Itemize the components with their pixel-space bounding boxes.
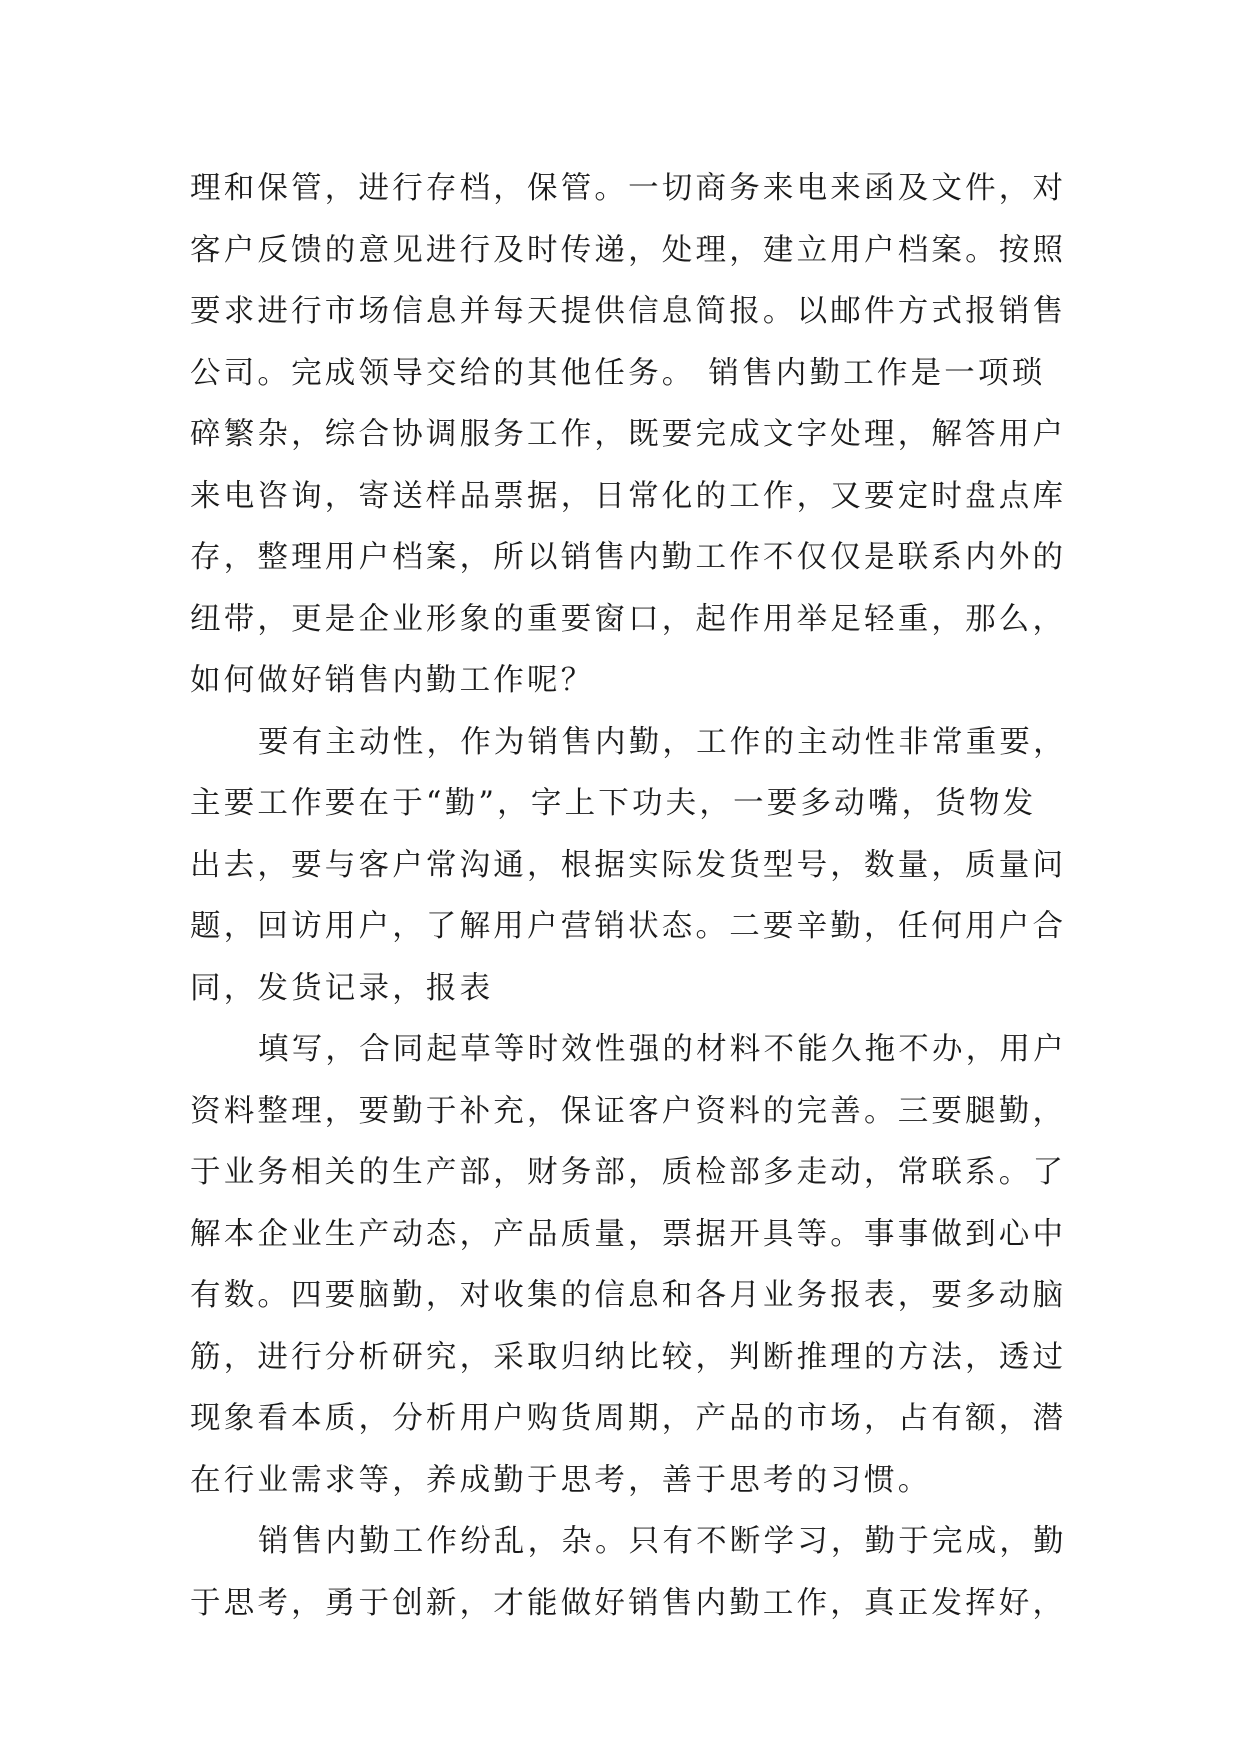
text-line: 公司。完成领导交给的其他任务。 销售内勤工作是一项琐 xyxy=(190,355,1046,391)
text-line: 现象看本质，分析用户购货周期，产品的市场，占有额，潜 xyxy=(190,1401,1067,1436)
text-line: 存，整理用户档案，所以销售内勤工作不仅仅是联系内外的 xyxy=(190,540,1067,575)
text-line: 填写，合同起草等时效性强的材料不能久拖不办，用户 xyxy=(258,1032,1067,1067)
text-line: 于思考，勇于创新，才能做好销售内勤工作，真正发挥好， xyxy=(190,1585,1067,1621)
text-line: 解本企业生产动态，产品质量，票据开具等。事事做到心中 xyxy=(190,1216,1067,1252)
text-line: 理和保管，进行存档，保管。一切商务来电来函及文件，对 xyxy=(190,171,1067,206)
text-line: 筋，进行分析研究，采取归纳比较，判断推理的方法，透过 xyxy=(190,1339,1067,1375)
text-line: 题，回访用户，了解用户营销状态。二要辛勤，任何用户合 xyxy=(190,909,1067,944)
text-line: 在行业需求等，养成勤于思考，善于思考的习惯。 xyxy=(190,1462,932,1498)
text-line: 如何做好销售内勤工作呢？ xyxy=(190,663,595,698)
text-line: 纽带，更是企业形象的重要窗口，起作用举足轻重，那么， xyxy=(190,601,1067,637)
text-line: 于业务相关的生产部，财务部，质检部多走动，常联系。了 xyxy=(190,1155,1067,1190)
text-line: 销售内勤工作纷乱，杂。只有不断学习，勤于完成，勤 xyxy=(258,1524,1067,1559)
text-line: 要有主动性，作为销售内勤，工作的主动性非常重要， xyxy=(258,724,1067,760)
text-line: 同，发货记录，报表 xyxy=(190,970,494,1006)
text-line: 碎繁杂，综合协调服务工作，既要完成文字处理，解答用户 xyxy=(190,417,1067,452)
text-line: 有数。四要脑勤，对收集的信息和各月业务报表，要多动脑 xyxy=(190,1278,1067,1313)
body-text xyxy=(190,158,1070,1634)
text-line: 资料整理，要勤于补充，保证客户资料的完善。三要腿勤， xyxy=(190,1093,1067,1129)
text-line: 主要工作要在于“勤”，字上下功夫，一要多动嘴，货物发 xyxy=(190,786,1037,821)
text-line: 客户反馈的意见进行及时传递，处理，建立用户档案。按照 xyxy=(190,232,1067,268)
text-line: 来电咨询，寄送样品票据，日常化的工作，又要定时盘点库 xyxy=(190,478,1067,514)
text-line: 出去，要与客户常沟通，根据实际发货型号，数量，质量问 xyxy=(190,847,1067,883)
text-line: 要求进行市场信息并每天提供信息简报。以邮件方式报销售 xyxy=(190,294,1067,329)
